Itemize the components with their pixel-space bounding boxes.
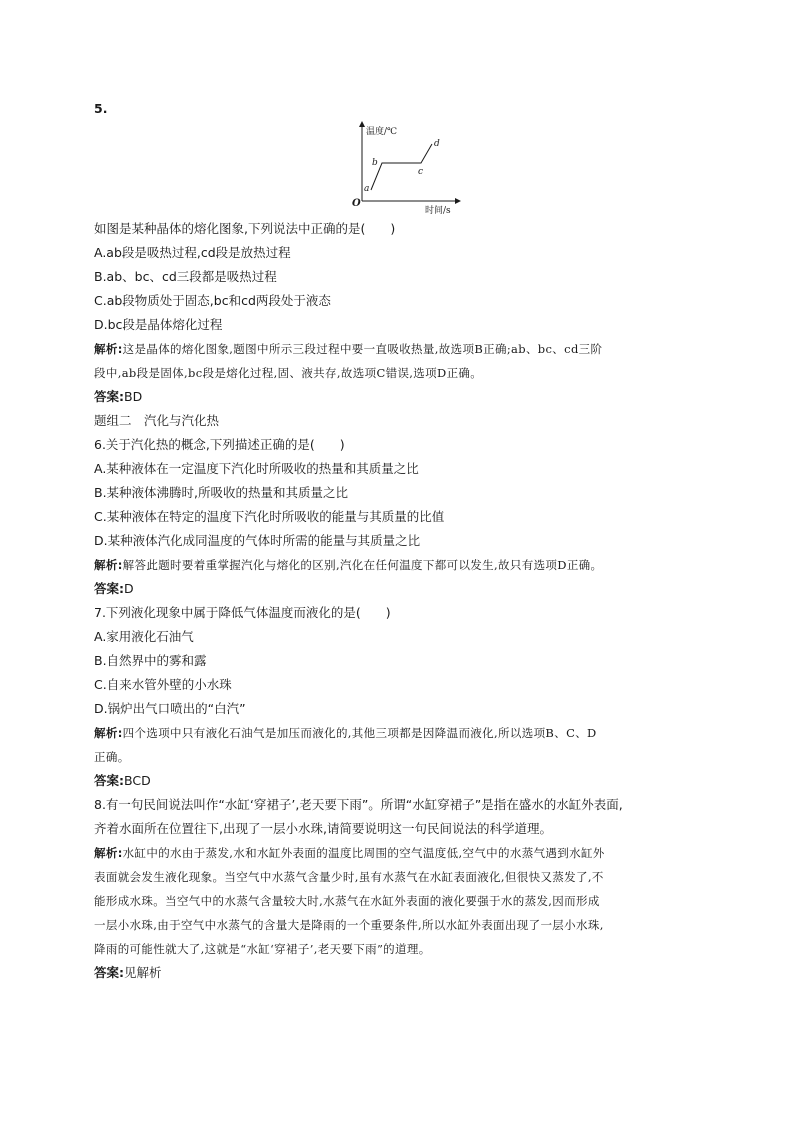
- origin-label: O: [352, 198, 361, 209]
- q8-analysis-line: 能形成水珠。当空气中的水蒸气含量较大时,水蒸气在水缸外表面的液化要强于水的蒸发,因而形成: [94, 894, 600, 908]
- q6-option-b: B.某种液体沸腾时,所吸收的热量和其质量之比: [94, 485, 349, 500]
- q8-stem-line: 8.有一句民间说法叫作“水缸‘穿裙子’,老天要下雨”。所谓“水缸穿裙子”是指在盛水的水缸外表面,: [94, 797, 623, 812]
- q5-stem: 如图是某种晶体的熔化图象,下列说法中正确的是( ): [94, 221, 396, 236]
- q8-analysis-line: 降雨的可能性就大了,这就是“水缸‘穿裙子’,老天要下雨”的道理。: [94, 942, 431, 956]
- q7-option-b: B.自然界中的雾和露: [94, 653, 207, 668]
- q5-number: 5.: [94, 101, 108, 116]
- y-axis-label: 温度/℃: [366, 127, 398, 137]
- analysis-tag: 解析:: [94, 342, 123, 356]
- q8-analysis-line: 表面就会发生液化现象。当空气中水蒸气含量少时,虽有水蒸气在水缸表面液化,但很快又蒸发了,不: [94, 870, 604, 884]
- q8-answer: 答案:见解析: [94, 965, 162, 980]
- q8-analysis-line: 解析:水缸中的水由于蒸发,水和水缸外表面的温度比周围的空气温度低,空气中的水蒸气遇到水缸外: [94, 846, 605, 860]
- q5-answer: 答案:BD: [94, 389, 143, 404]
- q6-stem: 6.关于汽化热的概念,下列描述正确的是( ): [94, 437, 345, 452]
- q6-option-c: C.某种液体在特定的温度下汽化时所吸收的能量与其质量的比值: [94, 509, 445, 524]
- q7-option-a: A.家用液化石油气: [94, 629, 194, 644]
- analysis-tag: 解析:: [94, 558, 123, 572]
- q6-option-a: A.某种液体在一定温度下汽化时所吸收的热量和其质量之比: [94, 461, 419, 476]
- q7-option-d: D.锅炉出气口喷出的“白汽”: [94, 701, 246, 716]
- analysis-tag: 解析:: [94, 846, 123, 860]
- group2-title: 题组二 汽化与汽化热: [94, 413, 220, 428]
- q5-option-c: C.ab段物质处于固态,bc和cd两段处于液态: [94, 293, 331, 308]
- answer-tag: 答案:: [94, 965, 124, 980]
- q5-analysis-line: 解析:这是晶体的熔化图象,题图中所示三段过程中要一直吸收热量,故选项B正确;ab、bc、cd三阶: [94, 342, 603, 356]
- q7-option-c: C.自来水管外壁的小水珠: [94, 677, 232, 692]
- answer-tag: 答案:: [94, 773, 124, 788]
- q5-option-a: A.ab段是吸热过程,cd段是放热过程: [94, 245, 291, 260]
- x-axis-label: 时间/s: [425, 206, 451, 216]
- q7-stem: 7.下列液化现象中属于降低气体温度而液化的是( ): [94, 605, 391, 620]
- point-d-label: d: [434, 139, 440, 149]
- q6-analysis-line: 解析:解答此题时要着重掌握汽化与熔化的区别,汽化在任何温度下都可以发生,故只有选项D正确。: [94, 558, 603, 572]
- q6-option-d: D.某种液体汽化成同温度的气体时所需的能量与其质量之比: [94, 533, 421, 548]
- q7-analysis-line: 解析:四个选项中只有液化石油气是加压而液化的,其他三项都是因降温而液化,所以选项B、C、D: [94, 726, 597, 740]
- q7-analysis-line: 正确。: [94, 750, 130, 764]
- melting-curve-figure: [350, 118, 470, 218]
- q5-analysis-line: 段中,ab段是固体,bc段是熔化过程,固、液共存,故选项C错误,选项D正确。: [94, 366, 483, 380]
- answer-tag: 答案:: [94, 581, 124, 596]
- point-c-label: c: [418, 167, 424, 177]
- q5-option-d: D.bc段是晶体熔化过程: [94, 317, 223, 332]
- q6-answer: 答案:D: [94, 581, 134, 596]
- q7-answer: 答案:BCD: [94, 773, 151, 788]
- point-a-label: a: [364, 184, 370, 194]
- q5-option-b: B.ab、bc、cd三段都是吸热过程: [94, 269, 277, 284]
- point-b-label: b: [372, 158, 378, 168]
- analysis-tag: 解析:: [94, 726, 123, 740]
- q8-analysis-line: 一层小水珠,由于空气中水蒸气的含量大是降雨的一个重要条件,所以水缸外表面出现了一层小水珠,: [94, 918, 604, 932]
- answer-tag: 答案:: [94, 389, 124, 404]
- q8-stem-line: 齐着水面所在位置往下,出现了一层小水珠,请简要说明这一句民间说法的科学道理。: [94, 821, 552, 836]
